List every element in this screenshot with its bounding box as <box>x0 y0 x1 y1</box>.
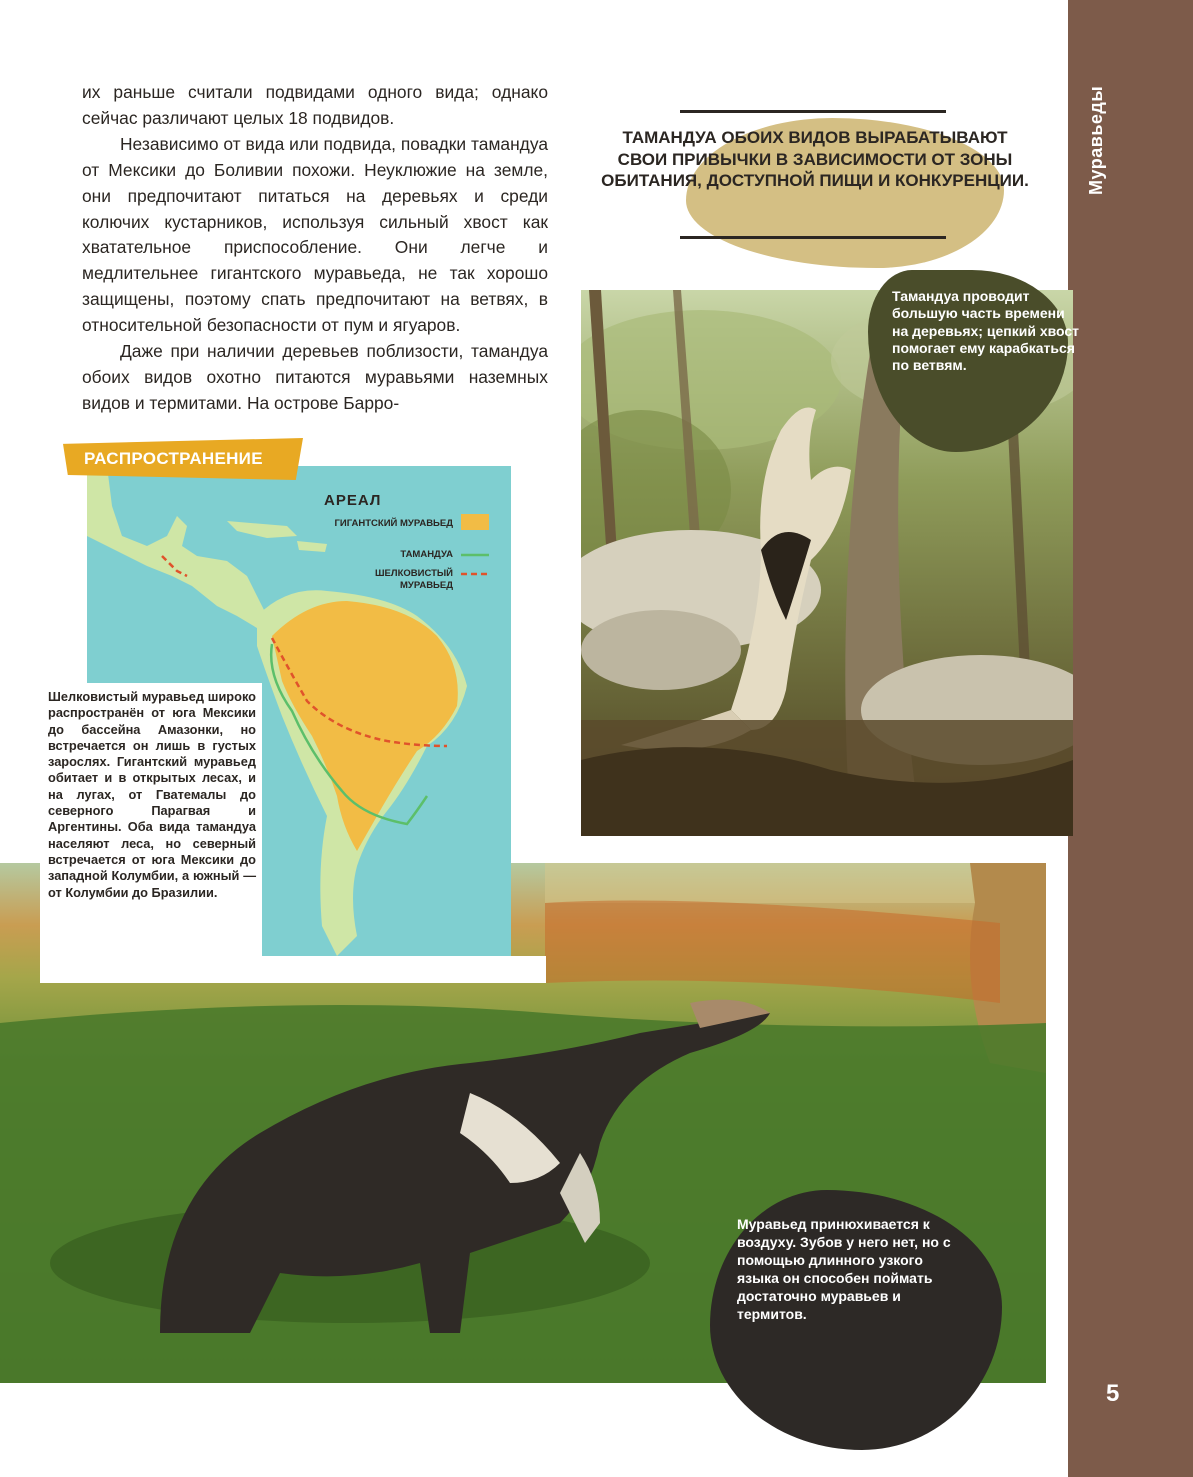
body-paragraph-3: Даже при наличии деревьев поблизости, тамандуа обоих видов охотно питаются муравьями наземных видов и термитами. На острове Барро- <box>82 341 548 413</box>
distribution-label: РАСПРОСТРАНЕНИЕ <box>84 449 263 468</box>
legend-silky-label-2: МУРАВЬЕД <box>400 580 453 591</box>
section-title: Муравьеды <box>1086 85 1106 195</box>
ground-photo-caption: Муравьед принюхивается к воздуху. Зубов у него нет, но с помощью длинного узкого языка он способен поймать достаточно муравьев и термитов. <box>737 1216 951 1322</box>
legend-title: АРЕАЛ <box>324 492 382 509</box>
map-caption-panel-base <box>40 956 546 983</box>
body-text <box>82 80 548 417</box>
body-paragraph-1: их раньше считали подвидами одного вида; однако сейчас различают целых 18 подвидов. <box>82 82 548 128</box>
body-paragraph-2: Независимо от вида или подвида, повадки тамандуа от Мексики до Боливии похожи. Неуклюжие на земле, они предпочитают питаться на деревьях и среди колючих кустарников, используя сильный хвост как хватательное приспособление. Они легче и медлительнее гигантского муравьеда, не так хорошо защищены, поэтому спать предпочитают на ветвях, в относительной безопасности от пум и ягуаров. <box>82 133 548 336</box>
legend-silky-label-1: ШЕЛКОВИСТЫЙ <box>375 568 453 579</box>
pull-quote: ТАМАНДУА ОБОИХ ВИДОВ ВЫРАБАТЫВАЮТ СВОИ ПРИВЫЧКИ В ЗАВИСИМОСТИ ОТ ЗОНЫ ОБИТАНИЯ, ДОСТУПНОЙ ПИЩИ И КОНКУРЕНЦИИ. <box>601 128 1029 190</box>
legend-tamandua-label: ТАМАНДУА <box>400 549 453 560</box>
page-number: 5 <box>1106 1380 1120 1407</box>
tree-photo-caption: Тамандуа проводит большую часть времени на деревьях; цепкий хвост помогает ему карабкаться по ветвям. <box>892 288 1080 374</box>
sidebar-band <box>1068 0 1193 1477</box>
map-legend <box>87 466 511 606</box>
quote-rule-bottom <box>680 236 946 239</box>
legend-giant-label: ГИГАНТСКИЙ МУРАВЬЕД <box>334 518 453 529</box>
quote-rule-top <box>680 110 946 113</box>
map-caption: Шелковистый муравьед широко распространён от юга Мексики до бассейна Амазонки, но встречается он лишь в густых зарослях. Гигантский муравьед обитает и в открытых лесах, и на лугах, от Гватемалы до северного Парагвая и Аргентины. Оба вида тамандуа населяют леса, но северный встречается от юга Мексики до западной Колумбии, а южный — от Колумбии до Бразилии. <box>48 689 256 900</box>
